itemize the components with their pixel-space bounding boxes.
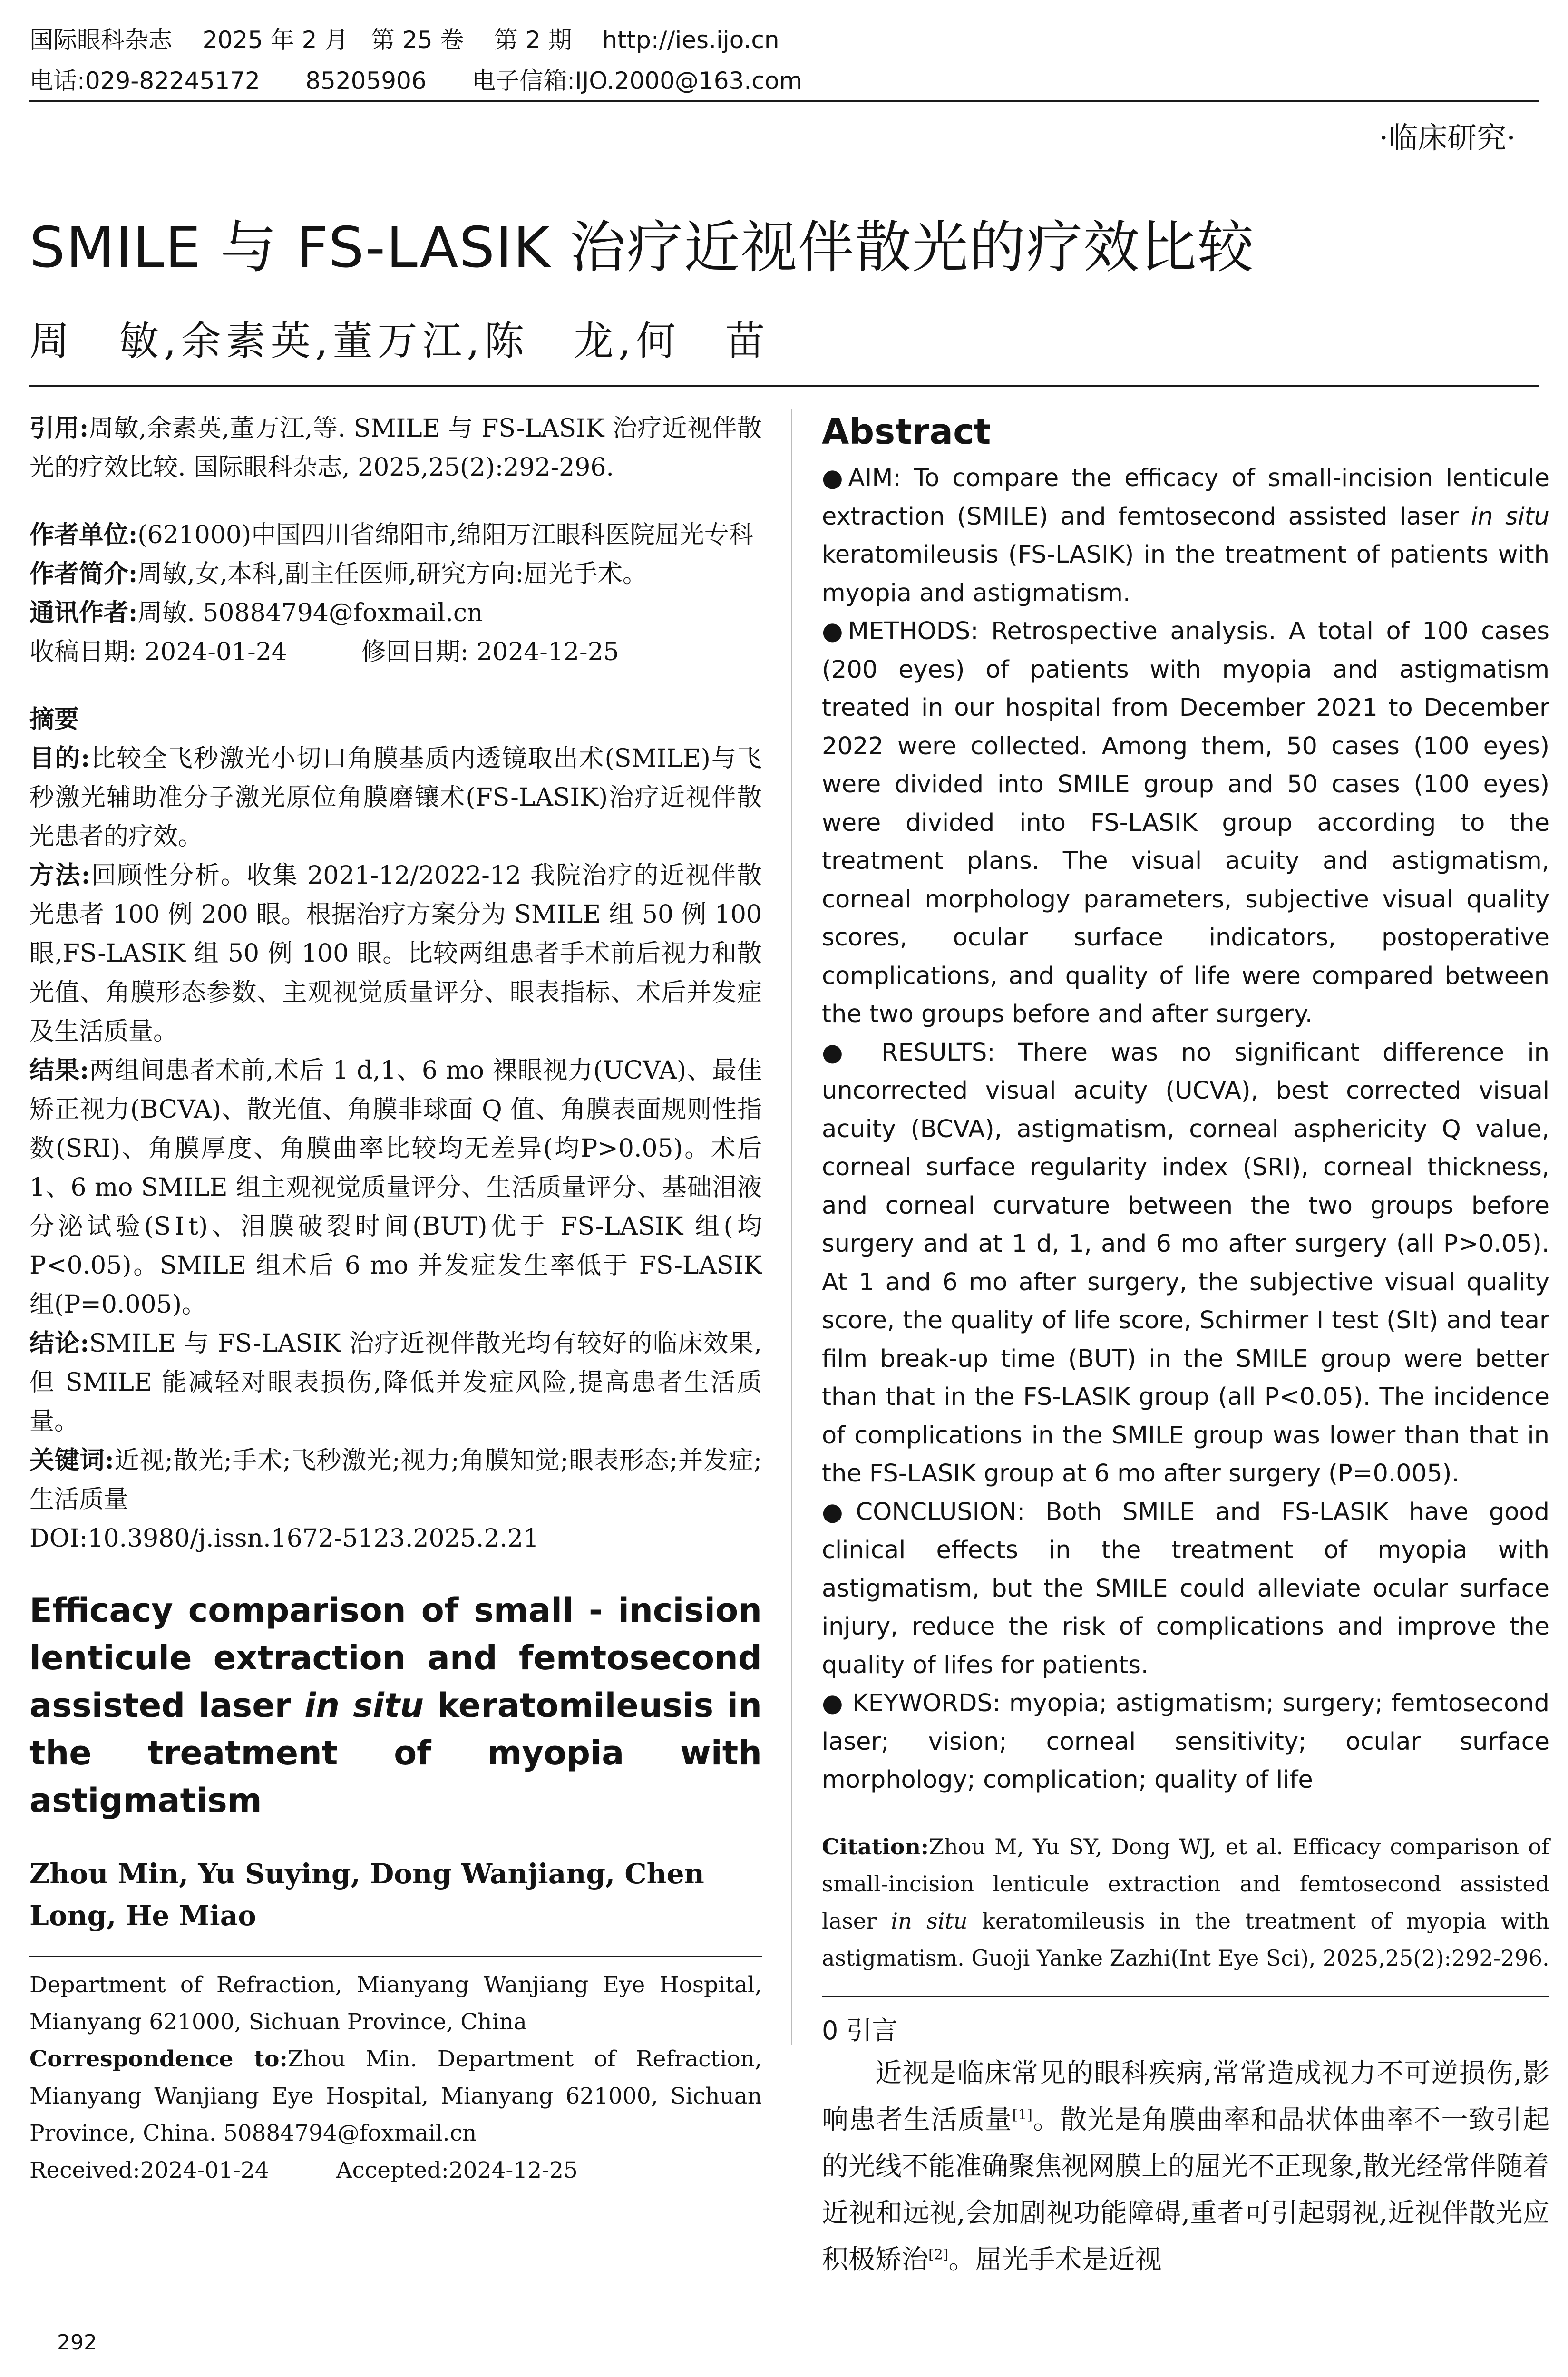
author-unit: 作者单位:(621000)中国四川省绵阳市,绵阳万江眼科医院屈光专科 xyxy=(29,520,754,549)
intro-rule xyxy=(822,1996,1549,1997)
phone-2: 85205906 xyxy=(305,67,427,95)
methods-en: ●METHODS: Retrospective analysis. A total of 100 cases (200 eyes) of patients with myopia and astigmatism treated in our hospital from December 2021 to December 2022 were collected. Among them, 50 cases (100 eyes) were divided into SMILE group and 50 cases (100 eyes) were divided into FS-LASIK group according to the treatment plans. The visual acuity and astigmatism, corneal morphology parameters, subjective visual quality scores, ocular surface indicators, postoperative complications, and quality of life were compared between the two groups before and after surgery. xyxy=(822,617,1549,1028)
journal-header-line2 xyxy=(29,66,802,96)
journal-header-line1 xyxy=(29,25,779,55)
abstract-title-en: Abstract xyxy=(822,411,991,452)
dates-cn: 收稿日期: 2024-01-24 修回日期: 2024-12-25 xyxy=(29,638,619,666)
citation-en: Citation:Zhou M, Yu SY, Dong WJ, et al. Efficacy comparison of small-incision lenticule extraction and femtosecond assisted laser in situ keratomileusis in the treatment of myopia with astigmatism. Guoji Yanke Zazhi(Int Eye Sci), 2025,25(2):292-296. xyxy=(822,1833,1549,1971)
column-divider xyxy=(791,409,792,2045)
author-bio: 作者简介:周敏,女,本科,副主任医师,研究方向:屈光手术。 xyxy=(29,559,647,588)
volume: 第 25 卷 xyxy=(371,26,464,54)
article-authors: 周 敏,余素英,董万江,陈 龙,何 苗 xyxy=(29,318,770,364)
doi[interactable]: DOI:10.3980/j.issn.1672-5123.2025.2.21 xyxy=(29,1524,539,1553)
journal-name: 国际眼科杂志 xyxy=(29,26,172,54)
section-label: ·临床研究· xyxy=(1379,120,1516,155)
issue-date: 2025 年 2 月 xyxy=(202,26,349,54)
conclusion-en: ●CONCLUSION: Both SMILE and FS-LASIK have good clinical effects in the treatment of myopia with astigmatism, but the SMILE could alleviate ocular surface injury, reduce the risk of complications and improve the quality of lifes for patients. xyxy=(822,1498,1549,1679)
english-authors: Zhou Min, Yu Suying, Dong Wanjiang, Chen Long, He Miao xyxy=(29,1858,704,1932)
phone: 电话:029-82245172 xyxy=(29,67,260,95)
email[interactable]: 电子信箱:IJO.2000@163.com xyxy=(472,67,802,95)
left-column xyxy=(29,409,762,2189)
citation-cn: 引用:周敏,余素英,董万江,等. SMILE 与 FS-LASIK 治疗近视伴散光的疗效比较. 国际眼科杂志, 2025,25(2):292-296. xyxy=(29,414,762,482)
department-en: Department of Refraction, Mianyang Wanjiang Eye Hospital, Mianyang 621000, Sichuan Province, China xyxy=(29,1972,762,2035)
page-number: 292 xyxy=(57,2330,97,2355)
english-title: Efficacy comparison of small - incision lenticule extraction and femtosecond assisted laser in situ keratomileusis in the treatment of myopia with astigmatism xyxy=(29,1591,762,1820)
correspondence-en: Correspondence to:Zhou Min. Department of Refraction, Mianyang Wanjiang Eye Hospital, Mianyang 621000, Sichuan Province, China. 50884794@foxmail.cn xyxy=(29,2046,762,2146)
dates-en: Received:2024-01-24 Accepted:2024-12-25 xyxy=(29,2157,578,2183)
keywords-cn: 关键词:近视;散光;手术;飞秒激光;视力;角膜知觉;眼表形态;并发症;生活质量 xyxy=(29,1446,762,1514)
aim-en: ●AIM: To compare the efficacy of small-incision lenticule extraction (SMILE) and femtosecond assisted laser in situ keratomileusis (FS-LASIK) in the treatment of patients with myopia and astigmatism. xyxy=(822,464,1550,607)
keywords-en: ● KEYWORDS: myopia; astigmatism; surgery; femtosecond laser; vision; corneal sensitivity; ocular surface morphology; complication; quality of life xyxy=(822,1689,1549,1794)
methods-cn: 方法:回顾性分析。收集 2021-12/2022-12 我院治疗的近视伴散光患者 100 例 200 眼。根据治疗方案分为 SMILE 组 50 例 100 眼,FS-LASIK 组 50 例 100 眼。比较两组患者手术前后视力和散光值、角膜形态参数、主观视觉质量评分、眼表指标、术后并发症及生活质量。 xyxy=(29,861,762,1046)
intro-paragraph: 近视是临床常见的眼科疾病,常常造成视力不可逆损伤,影响患者生活质量[1]。散光是角膜曲率和晶状体曲率不一致引起的光线不能准确聚焦视网膜上的屈光不正现象,散光经常伴随着近视和远视,会加剧视功能障碍,重者可引起弱视,近视伴散光应积极矫治[2]。屈光手术是近视 xyxy=(822,2057,1550,2275)
issue: 第 2 期 xyxy=(494,26,572,54)
affiliation-rule xyxy=(29,1956,762,1957)
corresponding-author: 通讯作者:周敏. 50884794@foxmail.cn xyxy=(29,598,483,627)
results-cn: 结果:两组间患者术前,术后 1 d,1、6 mo 裸眼视力(UCVA)、最佳矫正视力(BCVA)、散光值、角膜非球面 Q 值、角膜表面规则性指数(SRI)、角膜厚度、角膜曲率比较均无差异(均P>0.05)。术后 1、6 mo SMILE 组主观视觉质量评分、生活质量评分、基础泪液分泌试验(SⅠt)、泪膜破裂时间(BUT)优于 FS-LASIK 组(均 P<0.05)。SMILE 组术后 6 mo 并发症发生率低于 FS-LASIK 组(P=0.005)。 xyxy=(29,1056,762,1319)
right-column xyxy=(822,409,1549,2283)
journal-url[interactable]: http://ies.ijo.cn xyxy=(602,26,779,54)
header-rule xyxy=(29,100,1539,102)
title-rule xyxy=(29,385,1539,387)
purpose-cn: 目的:比较全飞秒激光小切口角膜基质内透镜取出术(SMILE)与飞秒激光辅助准分子激光原位角膜磨镶术(FS-LASIK)治疗近视伴散光患者的疗效。 xyxy=(29,744,762,851)
intro-heading: 0 引言 xyxy=(822,2015,898,2046)
results-en: ● RESULTS: There was no significant difference in uncorrected visual acuity (UCVA), best corrected visual acuity (BCVA), astigmatism, corneal asphericity Q value, corneal surface regularity index (SRI), corneal thickness, and corneal curvature between the two groups before surgery and at 1 d, 1, and 6 mo after surgery (all P>0.05). At 1 and 6 mo after surgery, the subjective visual quality score, the quality of life score, Schirmer I test (SⅠt) and tear film break-up time (BUT) in the SMILE group were better than that in the FS-LASIK group (all P<0.05). The incidence of complications in the SMILE group was lower than that in the FS-LASIK group at 6 mo after surgery (P=0.005). xyxy=(822,1038,1549,1488)
abstract-heading-cn: 摘要 xyxy=(29,705,79,734)
conclusion-cn: 结论:SMILE 与 FS-LASIK 治疗近视伴散光均有较好的临床效果,但 SMILE 能减轻对眼表损伤,降低并发症风险,提高患者生活质量。 xyxy=(29,1329,762,1436)
article-title: SMILE 与 FS-LASIK 治疗近视伴散光的疗效比较 xyxy=(29,214,1255,280)
